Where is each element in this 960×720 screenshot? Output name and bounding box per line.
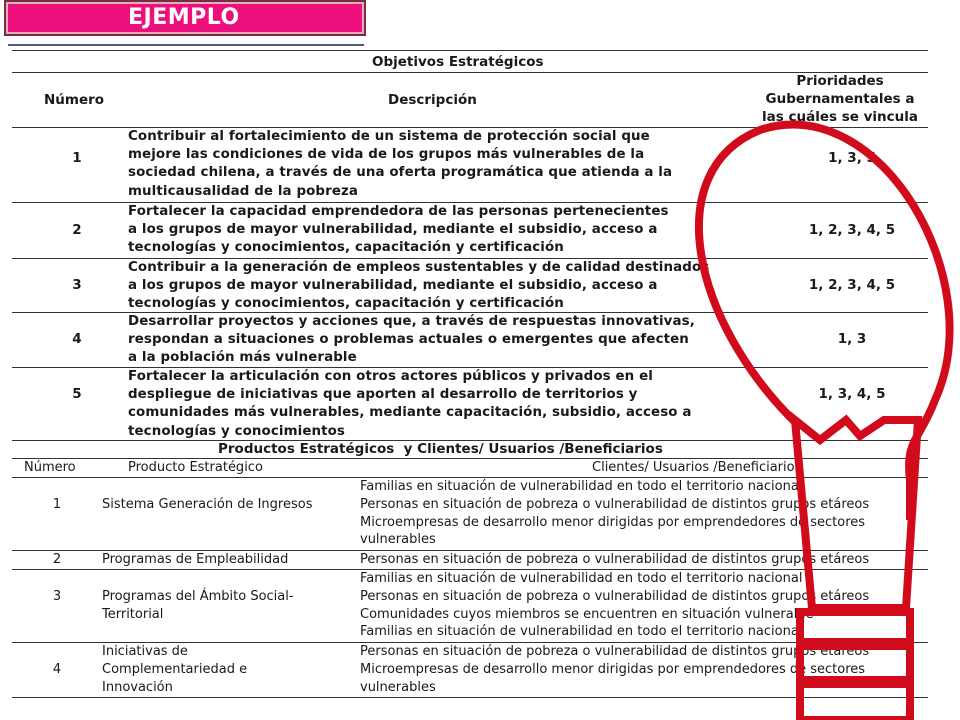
objetivo-numero: 1 [72, 150, 82, 166]
producto-nombre: Sistema Generación de Ingresos [102, 497, 313, 512]
header-prioridades: Prioridades Gubernamentales a las cuáles se vincula [762, 73, 918, 125]
producto-numero: 4 [52, 662, 62, 677]
objetivo-descripcion: Desarrollar proyectos y acciones que, a través de respuestas innovativas, respondan a situaciones o problemas actuales o emergentes que afecten a la población más vulnerable [128, 314, 695, 366]
producto-clientes: Familias en situación de vulnerabilidad en todo el territorio nacional Personas en situación de pobreza o vulnerabilidad de distintos grupos etáreos Comunidades cuyos miembros se encuentren en situación vulnerable Familias en situación de vulnerabilidad en todo el territorio nacional [360, 571, 870, 640]
header-clientes: Clientes/ Usuarios /Beneficiarios [592, 460, 802, 475]
header-descripcion: Descripción [388, 92, 477, 108]
objetivo-numero: 3 [72, 277, 82, 293]
producto-nombre: Programas del Ámbito Social- Territorial [102, 589, 294, 622]
producto-nombre: Programas de Empleabilidad [102, 552, 289, 567]
objetivo-descripcion: Fortalecer la capacidad emprendedora de las personas pertenecientes a los grupos de mayor vulnerabilidad, mediante el subsidio, acceso a tecnologías y conocimientos, capacitación y certificación [128, 204, 669, 256]
producto-clientes: Personas en situación de pobreza o vulnerabilidad de distintos grupos etáreos [360, 552, 870, 567]
header-numero: Número [44, 92, 105, 108]
header-numero: Número [24, 460, 76, 475]
objetivo-prioridades: 1, 2, 3, 4, 5 [808, 222, 896, 238]
objetivo-prioridades: 1, 3, 4, 5 [818, 386, 886, 402]
objetivo-numero: 4 [72, 331, 82, 347]
producto-numero: 1 [52, 497, 62, 512]
objetivo-descripcion: Fortalecer la articulación con otros actores públicos y privados en el despliegue de iniciativas que aporten al desarrollo de territorios y comunidades más vulnerables, mediante capacitación, subsidio, acceso a tecnologías y conocimientos [128, 369, 692, 439]
objetivo-numero: 5 [72, 386, 82, 402]
header-producto: Producto Estratégico [128, 460, 263, 475]
objetivos-title: Objetivos Estratégicos [372, 54, 544, 70]
producto-nombre: Iniciativas de Complementariedad e Innovación [102, 644, 248, 695]
bulb-crown [795, 420, 918, 608]
objetivo-descripcion: Contribuir al fortalecimiento de un sistema de protección social que mejore las condiciones de vida de los grupos más vulnerables de la sociedad chilena, a través de una oferta programática que atienda a la multicausalidad de la pobreza [128, 129, 673, 199]
objetivo-prioridades: 1, 3, 5 [828, 150, 876, 166]
producto-clientes: Personas en situación de pobreza o vulnerabilidad de distintos grupos etáreos Microempresas de desarrollo menor dirigidas por emprendedores de sectores vulnerables [360, 644, 870, 695]
ejemplo-label: EJEMPLO [128, 5, 240, 30]
producto-numero: 2 [52, 552, 62, 567]
bulb-base-segment [800, 612, 910, 642]
objetivo-descripcion: Contribuir a la generación de empleos sustentables y de calidad destinados a los grupos de mayor vulnerabilidad, mediante el subsidio, acceso a tecnologías y conocimientos, capacitación y certificación [128, 260, 710, 312]
objetivo-prioridades: 1, 2, 3, 4, 5 [808, 277, 896, 293]
productos-title: Productos Estratégicos y Clientes/ Usuarios /Beneficiarios [218, 441, 663, 457]
objetivo-prioridades: 1, 3 [837, 331, 867, 347]
bulb-base-segment [800, 684, 910, 720]
objetivo-numero: 2 [72, 222, 82, 238]
producto-numero: 3 [52, 589, 62, 604]
producto-clientes: Familias en situación de vulnerabilidad en todo el territorio nacional Personas en situación de pobreza o vulnerabilidad de distintos grupos etáreos Microempresas de desarrollo menor dirigidas por emprendedores de sectores vulnerables [360, 479, 870, 548]
bulb-base-segment [800, 646, 910, 680]
